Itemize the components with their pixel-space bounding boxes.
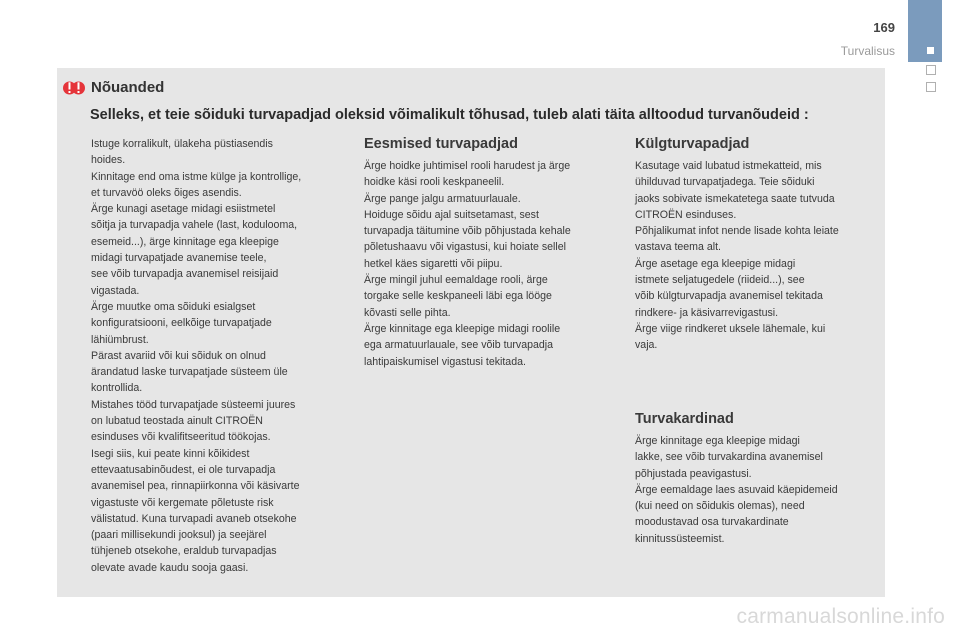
text-line: Ärge kinnitage ega kleepige midagi roolile [364, 322, 561, 335]
text-line: turvapadja täitumine võib põhjustada kehale [364, 225, 571, 238]
text-line: hoidke käsi rooli keskpaneelil. [364, 176, 505, 189]
text-line: Ärge kunagi asetage midagi esiistmetel [91, 203, 276, 216]
text-line: moodustavad osa turvakardinate [635, 516, 789, 529]
text-line: Ärge pange jalgu armatuurlauale. [364, 192, 521, 205]
text-line: istmete seljatugedele (riideid...), see [635, 274, 805, 287]
curtain-airbags-heading: Turvakardinad [635, 411, 734, 427]
text-line: (kui need on sõidukis olemas), need [635, 500, 805, 513]
text-line: kinnitussüsteemist. [635, 532, 725, 545]
exclamation-pair-icon [63, 78, 85, 98]
text-line: Ärge mingil juhul eemaldage rooli, ärge [364, 274, 548, 287]
text-line: CITROËN esinduses. [635, 208, 737, 221]
text-line: torgake selle keskpaneeli läbi ega lööge [364, 290, 552, 303]
text-line: kontrollida. [91, 382, 143, 395]
text-line: lahtipaiskumisel vigastusi tekitada. [364, 355, 526, 368]
text-line: esinduses või kvalifitseeritud töökojas. [91, 431, 271, 444]
text-line: vastava teema alt. [635, 241, 721, 254]
text-line: Ärge muutke oma sõiduki esialgset [91, 300, 256, 313]
text-line: Ärge viige rindkeret uksele lähemale, kui [635, 322, 826, 335]
text-line: ärandatud laske turvapatjade süsteem üle [91, 366, 288, 379]
text-line: hoides. [91, 154, 126, 167]
text-line: Ärge eemaldage laes asuvaid käepidemeid [635, 483, 838, 496]
text-line: põletushaavu või vigastusi, kui hoiate sellel [364, 241, 566, 254]
text-line: midagi turvapatjade avanemise teele, [91, 252, 267, 265]
text-line: avanemisel pea, rinnapiirkonna või käsivarte [91, 480, 300, 493]
front-airbags-heading: Eesmised turvapadjad [364, 136, 518, 152]
text-line: Mistahes tööd turvapatjade süsteemi juures [91, 398, 296, 411]
side-airbags-heading: Külgturvapadjad [635, 136, 750, 152]
text-line: välistatud. Kuna turvapadi avaneb otsekohe [91, 512, 297, 525]
panel-title: Nõuanded [91, 79, 165, 96]
text-line: Istuge korralikult, ülakeha püstiasendis [91, 138, 273, 150]
text-line: lähiümbrust. [91, 333, 149, 346]
text-line: sõitja ja turvapadja vahele (last, kodulooma, [91, 219, 298, 232]
chapter-tab [908, 0, 942, 62]
text-line: see võib turvapadja avanemisel reisijaid [91, 268, 279, 281]
text-line: Kasutage vaid lubatud istmekatteid, mis [635, 160, 822, 172]
page-outline-box [926, 82, 936, 92]
text-line: Kinnitage end oma istme külge ja kontrollige, [91, 170, 302, 183]
text-line: põhjustada peavigastusi. [635, 467, 752, 480]
text-line: vigastuste või kergemate põletuste risk [91, 496, 274, 509]
text-line: (paari millisekundi jooksul) ja seejärel [91, 529, 267, 542]
text-line: esemeid...), ärge kinnitage ega kleepige [91, 235, 279, 248]
chapter-tab-marker [927, 47, 934, 54]
text-line: ega armatuurlauale, see võib turvapadja [364, 339, 554, 352]
front-airbags-text [364, 158, 626, 370]
text-line: on lubatud teostada ainult CITROËN [91, 415, 263, 428]
section-name: Turvalisus [840, 44, 895, 58]
text-line: olevate avade kaudu sooja gaasi. [91, 561, 249, 574]
text-line: rindkere- ja käsivarrevigastusi. [635, 306, 779, 319]
text-line: Isegi siis, kui peate kinni kõikidest [91, 447, 250, 460]
text-line: Põhjalikumat infot nende lisade kohta leiate [635, 225, 839, 238]
curtain-airbags-text [635, 433, 880, 547]
text-line: kõvasti selle pihta. [364, 306, 451, 319]
text-line: et turvavöö oleks õiges asendis. [91, 186, 242, 199]
text-line: vaja. [635, 339, 658, 352]
text-line: konfiguratsiooni, eelkõige turvapatjade [91, 317, 272, 330]
watermark: carmanualsonline.info [736, 605, 945, 628]
text-line: võib külgturvapadja avanemisel tekitada [635, 290, 823, 303]
text-line: Ärge asetage ega kleepige midagi [635, 257, 796, 270]
text-line: jaoks sobivate ismekatetega saate tutvuda [635, 192, 835, 205]
text-line: vigastada. [91, 284, 140, 297]
page-outline-box [926, 65, 936, 75]
text-line: Hoiduge sõidu ajal suitsetamast, sest [364, 208, 539, 221]
text-line: ühilduvad turvapatjadega. Teie sõiduki [635, 176, 815, 189]
side-airbags-text [635, 158, 880, 354]
page-number: 169 [873, 20, 895, 35]
text-line: Pärast avariid või kui sõiduk on olnud [91, 349, 266, 362]
text-line: Ärge hoidke juhtimisel rooli harudest ja ärge [364, 160, 571, 172]
text-line: tühjeneb otsekohe, eraldub turvapadjas [91, 545, 277, 558]
general-advice-text [91, 136, 351, 576]
lead-statement: Selleks, et teie sõiduki turvapadjad oleksid võimalikult tõhusad, tuleb alati täita alltoodud turvanõudeid : [90, 107, 809, 123]
text-line: hetkel käes sigaretti või piipu. [364, 257, 503, 270]
text-line: Ärge kinnitage ega kleepige midagi [635, 435, 800, 447]
text-line: lakke, see võib turvakardina avanemisel [635, 451, 823, 464]
text-line: ettevaatusabinõudest, ei ole turvapadja [91, 463, 276, 476]
